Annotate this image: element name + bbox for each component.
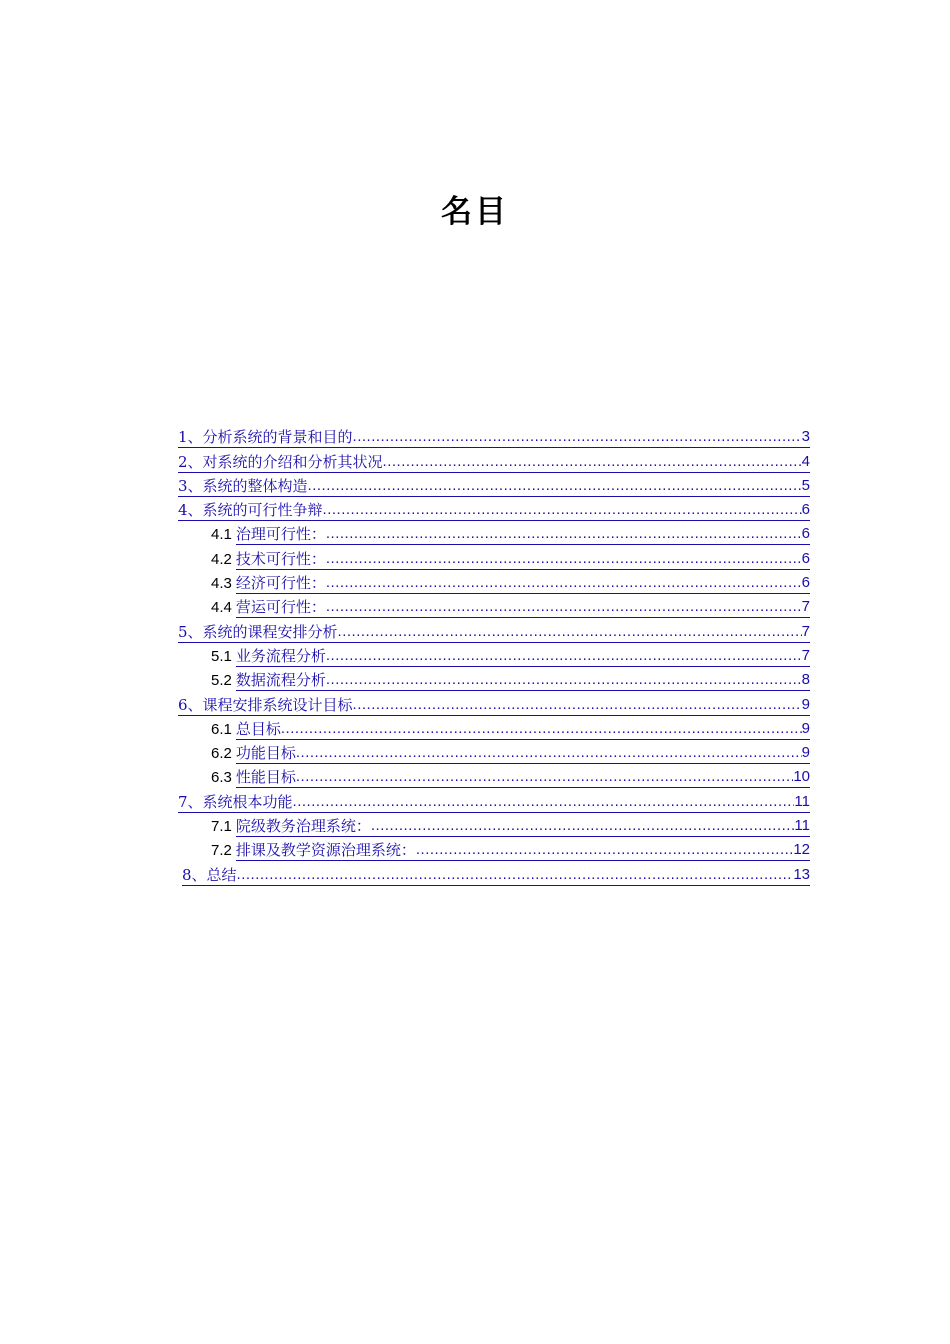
toc-leader-dots [416,840,793,860]
toc-page-number: 6 [801,501,810,519]
toc-link[interactable] [178,622,810,643]
toc-leader-dots [293,792,795,812]
toc-page-number: 9 [801,744,810,762]
toc-number: 4.1 [211,526,232,544]
toc-title: 业务流程分析 [235,646,326,665]
toc-title: 7、系统根本功能 [178,792,293,811]
toc-number: 6.3 [211,769,232,787]
toc-entry-2[interactable] [178,448,810,472]
toc-entry-4-2[interactable] [178,545,810,569]
toc-number: 6.2 [211,745,232,763]
toc-link[interactable] [178,476,810,497]
toc-entry-1[interactable] [178,424,810,448]
toc-title: 2、对系统的介绍和分析其状况 [178,452,383,471]
toc-leader-dots [383,452,802,472]
toc-leader-dots [371,816,795,836]
toc-entry-6[interactable] [178,691,810,715]
toc-page-number: 6 [801,574,810,592]
toc-entry-6-1[interactable] [178,716,810,740]
toc-link[interactable] [236,816,810,837]
toc-leader-dots [326,597,802,617]
toc-title: 3、系统的整体构造 [178,476,308,495]
toc-entry-5[interactable] [178,618,810,642]
toc-link[interactable] [236,573,810,594]
toc-leader-dots [323,500,802,520]
toc-page-number: 13 [793,865,810,883]
toc-leader-dots [296,767,793,787]
toc-title: 数据流程分析 [235,671,326,690]
toc-link[interactable] [236,646,810,667]
toc-page-number: 11 [794,817,810,835]
toc-title: 院级教务治理系统： [235,817,371,836]
toc-link[interactable] [178,500,810,521]
toc-number: 7.2 [211,842,232,860]
toc-link[interactable] [178,792,810,813]
toc-leader-dots [326,573,802,593]
toc-link[interactable] [236,719,810,740]
toc-title: 5、系统的课程安排分析 [178,622,338,641]
toc-number: 4.3 [211,575,232,593]
toc-page-number: 3 [801,428,810,446]
toc-entry-7[interactable] [178,788,810,812]
toc-page-number: 6 [801,549,810,567]
toc-entry-6-3[interactable] [178,764,810,788]
toc-leader-dots [338,622,802,642]
toc-title: 总目标 [235,719,281,738]
toc-entry-4-3[interactable] [178,570,810,594]
toc-page-number: 7 [801,646,810,664]
toc-link[interactable] [236,597,810,618]
toc-link[interactable] [236,549,810,570]
toc-leader-dots [296,743,802,763]
toc-number: 4.2 [211,550,232,568]
toc-title: 4、系统的可行性争辩 [178,501,323,520]
toc-entry-5-1[interactable] [178,643,810,667]
toc-title: 排课及教学资源治理系统： [235,841,416,860]
toc-link[interactable] [236,670,810,691]
toc-leader-dots [237,865,794,885]
toc-title: 经济可行性： [235,574,326,593]
table-of-contents [178,424,810,886]
toc-page-number: 6 [801,525,810,543]
toc-entry-7-2[interactable] [178,837,810,861]
toc-link[interactable] [178,427,810,448]
toc-title: 治理可行性： [235,525,326,544]
toc-link[interactable] [178,452,810,473]
toc-page-number: 8 [801,671,810,689]
toc-leader-dots [326,646,802,666]
toc-link[interactable] [236,743,810,764]
toc-number: 5.1 [211,647,232,665]
toc-page-number: 5 [801,476,810,494]
toc-leader-dots [326,524,802,544]
toc-number: 5.2 [211,672,232,690]
toc-entry-4-4[interactable] [178,594,810,618]
page-title: 名目 [441,194,509,230]
toc-page-number: 10 [793,768,810,786]
toc-number: 7.1 [211,818,232,836]
toc-title: 6、课程安排系统设计目标 [178,695,353,714]
toc-entry-7-1[interactable] [178,813,810,837]
toc-page-number: 9 [801,695,810,713]
toc-title: 功能目标 [235,744,296,763]
toc-number: 4.4 [211,599,232,617]
toc-title: 性能目标 [235,768,296,787]
toc-title: 1、分析系统的背景和目的 [178,428,353,447]
toc-entry-5-2[interactable] [178,667,810,691]
toc-page-number: 4 [801,452,810,470]
toc-leader-dots [326,670,802,690]
toc-title: 技术可行性： [235,549,326,568]
toc-leader-dots [281,719,802,739]
toc-page-number: 9 [801,719,810,737]
toc-leader-dots [326,549,802,569]
toc-link[interactable] [236,524,810,545]
toc-page-number: 7 [801,622,810,640]
toc-link[interactable] [182,865,810,886]
toc-leader-dots [353,695,802,715]
toc-link[interactable] [236,840,810,861]
toc-page-number: 11 [794,792,810,810]
toc-link[interactable] [236,767,810,788]
toc-page-number: 7 [801,598,810,616]
toc-entry-3[interactable] [178,473,810,497]
toc-entry-4[interactable] [178,497,810,521]
toc-number: 6.1 [211,720,232,738]
toc-link[interactable] [178,695,810,716]
toc-title: 营运可行性： [235,598,326,617]
toc-leader-dots [353,427,802,447]
toc-title: 8、总结 [182,865,237,884]
toc-page-number: 12 [793,841,810,859]
toc-entry-8[interactable] [178,861,810,885]
toc-entry-6-2[interactable] [178,740,810,764]
toc-leader-dots [308,476,802,496]
toc-entry-4-1[interactable] [178,521,810,545]
